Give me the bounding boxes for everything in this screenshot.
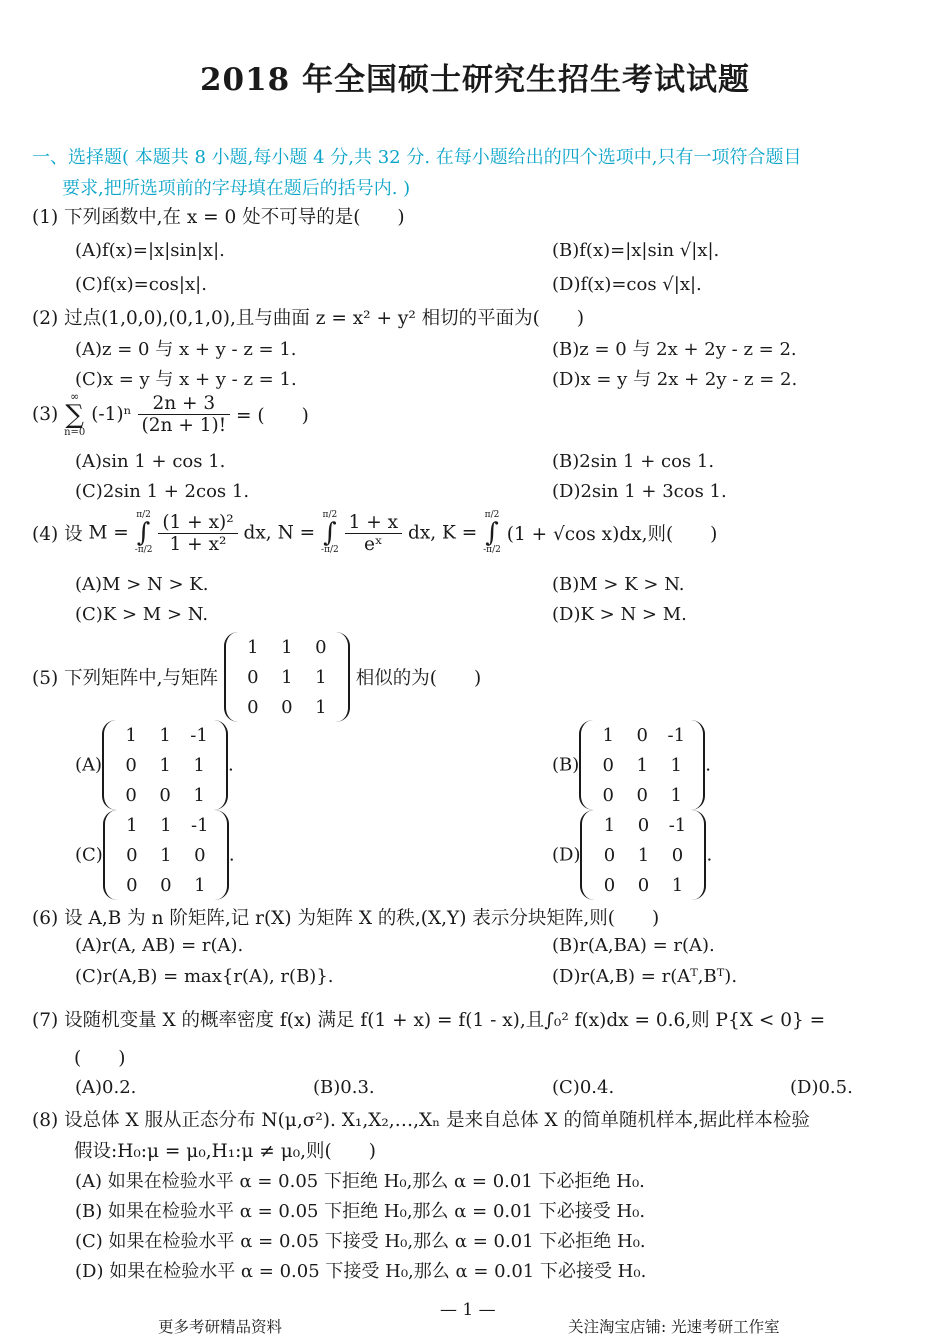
q8-option-a: (A) 如果在检验水平 α = 0.05 下拒绝 H₀,那么 α = 0.01 下必拒绝 H₀.	[75, 1171, 645, 1192]
matrix-cell: 1	[637, 844, 650, 866]
matrix-cell: 1	[159, 754, 171, 776]
q3-option-c: (C)2sin 1 + 2cos 1.	[75, 481, 250, 502]
q3-term: (-1)ⁿ	[91, 404, 132, 425]
q7-stem: (7) 设随机变量 X 的概率密度 f(x) 满足 f(1 + x) = f(1 - x),且∫₀² f(x)dx = 0.6,则 P{X < 0} =	[32, 1010, 826, 1031]
q4-option-c: (C)K > M > N.	[75, 604, 209, 625]
q2-option-b: (B)z = 0 与 2x + 2y - z = 2.	[552, 339, 797, 360]
matrix-cell: 0	[159, 784, 171, 806]
matrix-cell: 0	[637, 874, 650, 896]
q4-fraction-n: $\frac{1 + x}{\text{eˣ}}$	[345, 512, 402, 555]
matrix-cell: 1	[671, 874, 684, 896]
matrix-cell: 1	[193, 784, 205, 806]
q4-stem: (4) 设 M = π/2 ∫ -π/2 $\frac{\text{(1 + x)²}}{\text{1 + x²}}$ dx, N = π/2 ∫ -π/2 $\frac{1 + x}{\text{eˣ}}$ dx, K = π/2 ∫ -π/2 (1 + √cos x)dx,则( )	[32, 510, 718, 555]
matrix-cell: 1	[159, 724, 171, 746]
q2-option-c: (C)x = y 与 x + y - z = 1.	[75, 369, 297, 390]
q4-fraction-m: $\frac{\text{(1 + x)²}}{\text{1 + x²}}$	[158, 512, 237, 555]
q3-fraction: $\frac{2n + 3}{(2n + 1)!}$	[138, 393, 231, 436]
q7-option-a: (A)0.2.	[75, 1077, 137, 1098]
q2-stem: (2) 过点(1,0,0),(0,1,0),且与曲面 z = x² + y² 相切的平面为( )	[32, 308, 585, 329]
page-number: — 1 —	[440, 1300, 496, 1320]
footer-right: 关注淘宝店铺: 光速考研工作室	[568, 1318, 780, 1336]
q5-stem: (5) 下列矩阵中,与矩阵 1 1 0 0 1 1 0 0 1 相似的为( )	[32, 632, 481, 722]
matrix-cell: 1	[670, 754, 682, 776]
matrix-cell: 1	[603, 814, 616, 836]
q4-option-a: (A)M > N > K.	[75, 574, 209, 595]
q2-option-d: (D)x = y 与 2x + 2y - z = 2.	[552, 369, 798, 390]
matrix-cell: 1	[315, 696, 327, 718]
q5-option-a: (A) 1 1 -1 0 1 1 0 0 1 .	[75, 720, 234, 810]
q8-option-b: (B) 如果在检验水平 α = 0.05 下拒绝 H₀,那么 α = 0.01 下必接受 H₀.	[75, 1201, 646, 1222]
matrix-cell: 0	[160, 874, 172, 896]
q7-blank: ( )	[74, 1048, 126, 1069]
matrix-cell: 1	[194, 874, 206, 896]
q6-option-b: (B)r(A,BA) = r(A).	[552, 935, 715, 956]
matrix-cell: -1	[191, 814, 209, 836]
matrix-cell: 0	[603, 874, 616, 896]
matrix-cell: 1	[636, 754, 648, 776]
q5-option-b: (B) 1 0 -1 0 1 1 0 0 1 .	[552, 720, 711, 810]
q5-matrix-d	[580, 810, 706, 900]
matrix-cell: 0	[194, 844, 206, 866]
q3-option-a: (A)sin 1 + cos 1.	[75, 451, 226, 472]
matrix-cell: 0	[247, 666, 259, 688]
q1-option-c: (C)f(x)=cos|x|.	[75, 274, 207, 295]
matrix-cell: 1	[247, 636, 259, 658]
matrix-cell: 0	[126, 874, 138, 896]
matrix-cell: 1	[315, 666, 327, 688]
matrix-cell: 1	[193, 754, 205, 776]
q5-option-c: (C) 1 1 -1 0 1 0 0 0 1 .	[75, 810, 235, 900]
q6-option-a: (A)r(A, AB) = r(A).	[75, 935, 244, 956]
q6-stem: (6) 设 A,B 为 n 阶矩阵,记 r(X) 为矩阵 X 的秩,(X,Y) 表示分块矩阵,则( )	[32, 908, 660, 929]
matrix-cell: 1	[281, 636, 293, 658]
q1-option-a: (A)f(x)=|x|sin|x|.	[75, 240, 225, 261]
matrix-cell: 0	[671, 844, 684, 866]
q4-option-d: (D)K > N > M.	[552, 604, 687, 625]
q1-stem: (1) 下列函数中,在 x = 0 处不可导的是( )	[32, 207, 405, 228]
matrix-cell: 0	[247, 696, 259, 718]
q5-matrix-b	[579, 720, 705, 810]
q3-number: (3)	[32, 404, 59, 425]
matrix-cell: -1	[668, 814, 687, 836]
matrix-cell: 0	[602, 754, 614, 776]
q4-option-b: (B)M > K > N.	[552, 574, 685, 595]
integral-k: π/2 ∫ -π/2	[483, 510, 501, 555]
footer-left: 更多考研精品资料	[158, 1318, 283, 1336]
q3-option-b: (B)2sin 1 + cos 1.	[552, 451, 715, 472]
q7-option-c: (C)0.4.	[552, 1077, 615, 1098]
page-title: 2018 年全国硕士研究生招生考试试题	[199, 62, 751, 98]
matrix-cell: 1	[281, 666, 293, 688]
q5-matrix	[224, 632, 350, 722]
q2-option-a: (A)z = 0 与 x + y - z = 1.	[75, 339, 297, 360]
matrix-cell: -1	[667, 724, 686, 746]
matrix-cell: 0	[636, 724, 648, 746]
matrix-cell: 1	[126, 814, 138, 836]
q8-stem-cont: 假设:H₀:μ = μ₀,H₁:μ ≠ μ₀,则( )	[74, 1141, 376, 1162]
q8-option-c: (C) 如果在检验水平 α = 0.05 下接受 H₀,那么 α = 0.01 下必拒绝 H₀.	[75, 1231, 646, 1252]
q3-option-d: (D)2sin 1 + 3cos 1.	[552, 481, 727, 502]
q7-option-d: (D)0.5.	[790, 1077, 853, 1098]
matrix-cell: 0	[637, 814, 650, 836]
matrix-cell: -1	[190, 724, 208, 746]
matrix-cell: 1	[602, 724, 614, 746]
q8-stem: (8) 设总体 X 服从正态分布 N(μ,σ²). X₁,X₂,…,Xₙ 是来自总体 X 的简单随机样本,据此样本检验	[32, 1110, 810, 1131]
q5-matrix-a	[102, 720, 228, 810]
q1-option-d: (D)f(x)=cos √|x|.	[552, 274, 702, 295]
q5-matrix-c	[103, 810, 229, 900]
matrix-cell: 1	[670, 784, 682, 806]
q3-stem	[32, 391, 309, 438]
section-heading: 一、选择题( 本题共 8 小题,每小题 4 分,共 32 分. 在每小题给出的四个选项中,只有一项符合题目	[32, 147, 802, 168]
matrix-cell: 0	[281, 696, 293, 718]
sum-symbol: ∞ ∑ n=0	[64, 390, 86, 438]
matrix-cell: 0	[315, 636, 327, 658]
matrix-cell: 0	[602, 784, 614, 806]
matrix-cell: 0	[125, 784, 137, 806]
q3-tail: = ( )	[236, 405, 309, 427]
q5-option-d: (D) 1 0 -1 0 1 0 0 0 1 .	[552, 810, 712, 900]
q8-option-d: (D) 如果在检验水平 α = 0.05 下接受 H₀,那么 α = 0.01 下必接受 H₀.	[75, 1261, 647, 1282]
q1-option-b: (B)f(x)=|x|sin √|x|.	[552, 240, 720, 261]
section-heading-cont: 要求,把所选项前的字母填在题后的括号内. )	[62, 178, 411, 199]
matrix-cell: 1	[125, 724, 137, 746]
matrix-cell: 0	[125, 754, 137, 776]
q6-option-d: (D)r(A,B) = r(Aᵀ,Bᵀ).	[552, 966, 738, 987]
matrix-cell: 0	[603, 844, 616, 866]
matrix-cell: 1	[160, 814, 172, 836]
integral-n: π/2 ∫ -π/2	[321, 510, 339, 555]
matrix-cell: 0	[126, 844, 138, 866]
matrix-cell: 0	[636, 784, 648, 806]
q7-option-b: (B)0.3.	[313, 1077, 375, 1098]
matrix-cell: 1	[160, 844, 172, 866]
integral-m: π/2 ∫ -π/2	[134, 510, 153, 555]
q6-option-c: (C)r(A,B) = max{r(A), r(B)}.	[75, 966, 334, 987]
